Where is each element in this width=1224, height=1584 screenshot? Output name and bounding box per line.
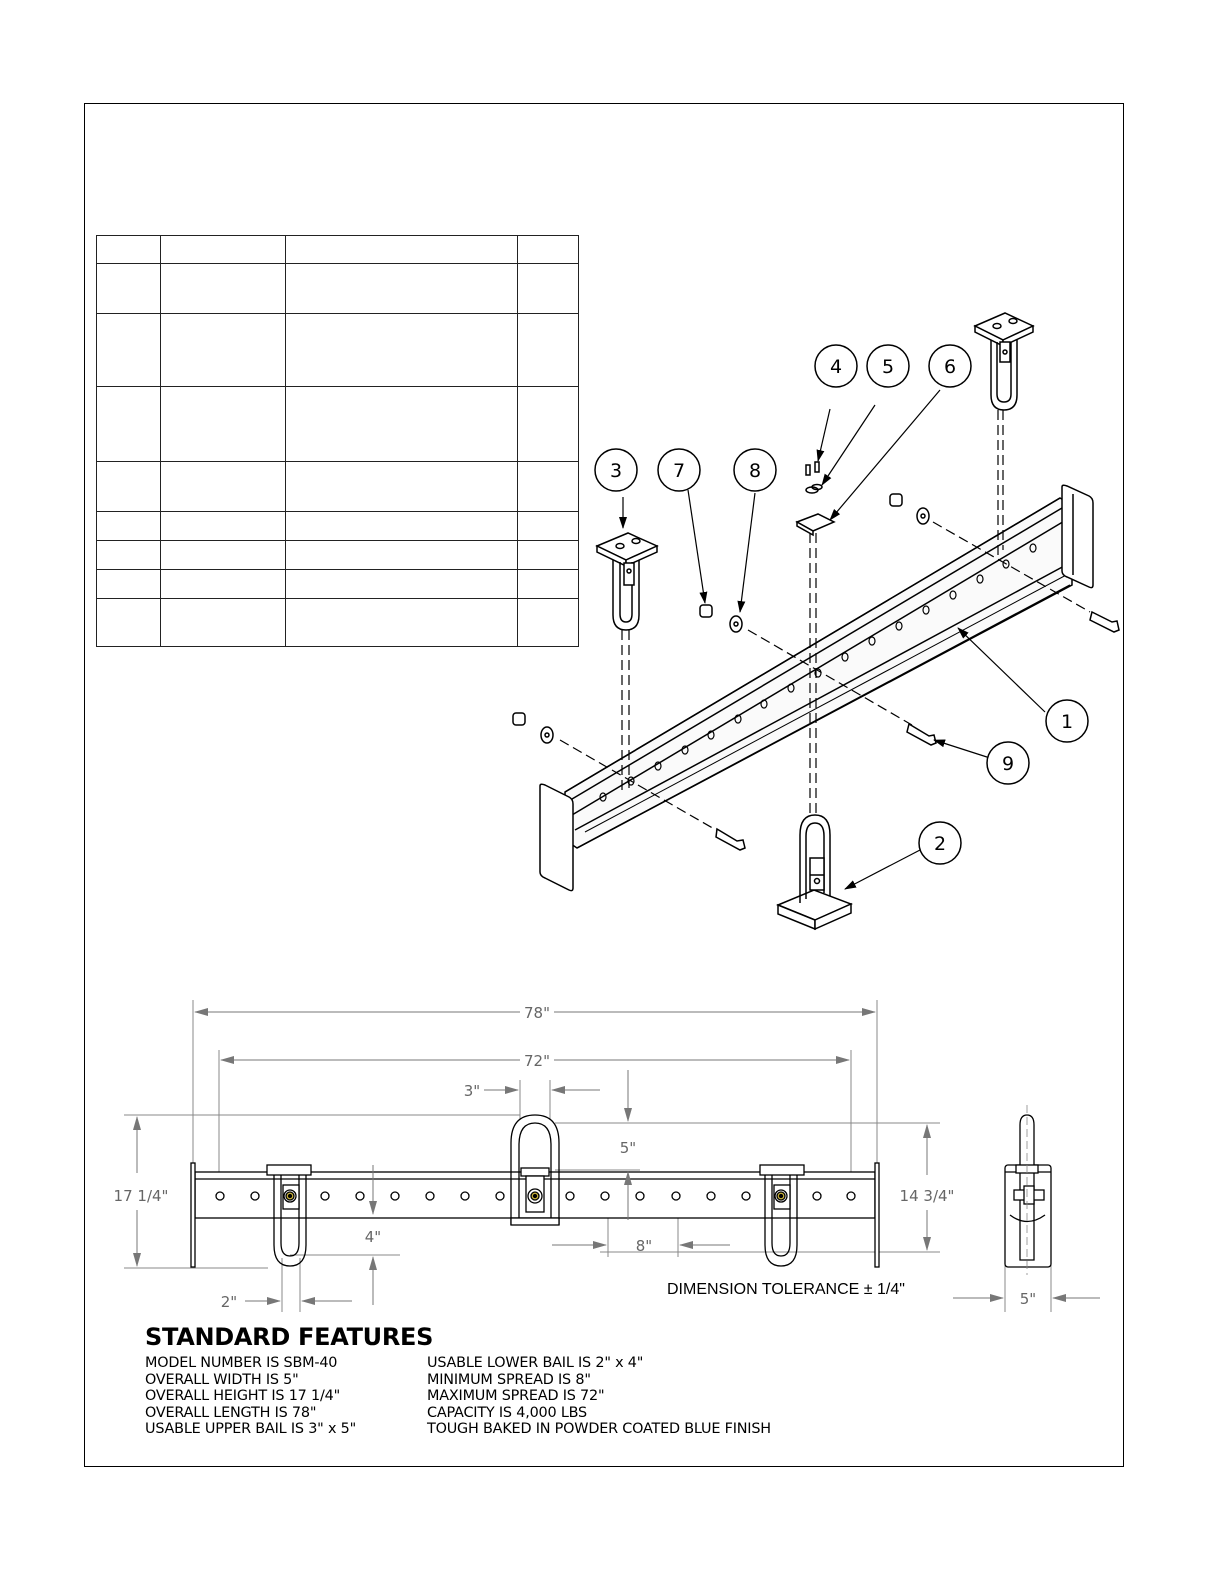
feature-line: USABLE UPPER BAIL IS 3" x 5" xyxy=(145,1421,357,1438)
dim-side-height: 14 3/4" xyxy=(899,1187,955,1205)
left-upper-bail-part-3 xyxy=(597,533,657,630)
svg-text:1: 1 xyxy=(1060,711,1074,733)
lower-bail-part-2 xyxy=(778,815,851,929)
balloon-7 xyxy=(658,449,700,491)
feature-line: USABLE LOWER BAIL IS 2" x 4" xyxy=(427,1355,644,1371)
feature-line: MODEL NUMBER IS SBM-40 xyxy=(145,1355,338,1371)
feature-line: CAPACITY IS 4,000 LBS xyxy=(427,1404,587,1421)
svg-text:2: 2 xyxy=(933,833,947,855)
dim-upper-bail-height: 5" xyxy=(619,1139,637,1157)
svg-text:8: 8 xyxy=(748,460,762,482)
balloon-8 xyxy=(734,449,776,491)
balloon-2 xyxy=(919,822,961,864)
balloon-3 xyxy=(595,449,637,491)
feature-line: MAXIMUM SPREAD IS 72" xyxy=(427,1388,605,1405)
dim-upper-bail-width: 3" xyxy=(463,1082,481,1100)
dim-lower-bail-height: 4" xyxy=(364,1228,382,1246)
dim-overall-height: 17 1/4" xyxy=(113,1187,169,1205)
balloon-1 xyxy=(1046,700,1088,742)
dimension-tolerance-note: DIMENSION TOLERANCE ± 1/4" xyxy=(667,1281,905,1298)
feature-line: MINIMUM SPREAD IS 8" xyxy=(427,1371,591,1388)
dim-overall-length: 78" xyxy=(524,1004,550,1022)
svg-text:5: 5 xyxy=(881,356,895,378)
svg-text:3: 3 xyxy=(609,460,623,482)
balloon-5 xyxy=(867,345,909,387)
dim-lower-bail-width: 2" xyxy=(220,1293,238,1311)
standard-features-left xyxy=(145,1355,356,1438)
center-plate-parts-4-5-6 xyxy=(797,462,834,535)
standard-features-right xyxy=(427,1355,771,1438)
isometric-exploded-view xyxy=(513,313,1119,929)
dim-min-spread: 8" xyxy=(635,1237,653,1255)
right-upper-bail xyxy=(975,313,1033,410)
dim-max-spread: 72" xyxy=(524,1052,550,1070)
side-view xyxy=(953,1105,1100,1312)
balloon-4 xyxy=(815,345,857,387)
dim-overall-width: 5" xyxy=(1019,1290,1037,1308)
standard-features-title: STANDARD FEATURES xyxy=(145,1323,434,1351)
svg-text:4: 4 xyxy=(829,356,843,378)
svg-text:9: 9 xyxy=(1001,753,1015,775)
feature-line: OVERALL WIDTH IS 5" xyxy=(145,1371,299,1388)
feature-line: OVERALL HEIGHT IS 17 1/4" xyxy=(145,1388,340,1405)
dimension-labels xyxy=(114,1004,1037,1311)
feature-line: TOUGH BAKED IN POWDER COATED BLUE FINISH xyxy=(427,1421,771,1438)
svg-text:6: 6 xyxy=(943,356,957,378)
balloon-9 xyxy=(987,742,1029,784)
svg-text:7: 7 xyxy=(672,460,686,482)
front-elevation-view xyxy=(124,1000,940,1312)
feature-line: OVERALL LENGTH IS 78" xyxy=(145,1404,317,1421)
balloon-6 xyxy=(929,345,971,387)
